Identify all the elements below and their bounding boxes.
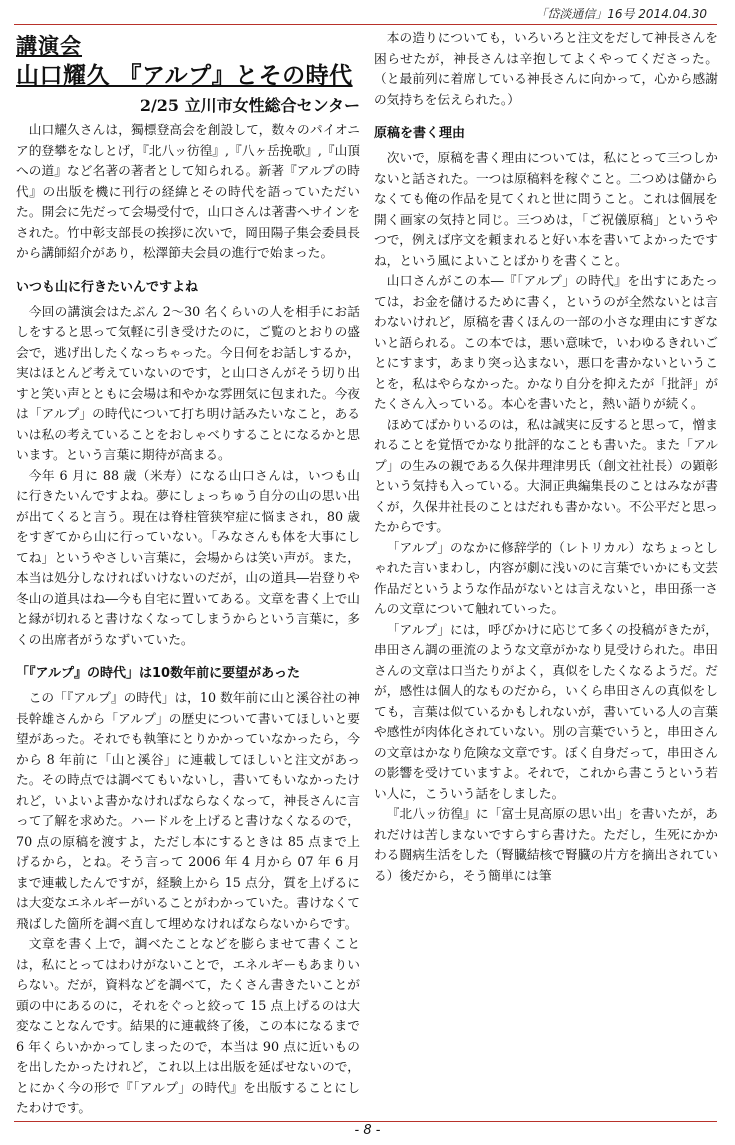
- section2-paragraph-split: 文章を書く上で，調べたことなどを膨らませて書くことは，私にとってはわけがないことで，エネルギーもあまりいらない。だが，資料などを調べて，たくさん書きたいことが頭の中にあるのに，それをぐっと絞って 15 点上げるのは大変なことなんです。結果的に連載終了後，この本になるまで 6 年くらいかかってしまったので，本当は 90 点に近いものを出したかったけれど，これ以上は出版を延ばせないので，とにかく今の形で『「アルプ」の時代』を出版することにしたわけです。: [16, 936, 360, 1115]
- intro-paragraph: 山口耀久さんは，獨標登高会を創設して，数々のパイオニア的登攀をなしとげ，『北八ッ彷徨』,『八ヶ岳挽歌』,『山頂への道』など名著の著者として知られる。新著『アルプの時代』の出版を機に刊行の経緯とその時代を語っていただいた。開会に先だって会場受付で，山口さんは著書へサインをされた。竹中彰支部長の挨拶に次いで，岡田陽子集会委員長から講師紹介があり，松澤節夫会員の進行で始まった。: [16, 122, 360, 260]
- section2-paragraph: 本の造りについても，いろいろと注文をだして神長さんを困らせたが，神長さんは辛抱してよくやってくださった。（と最前列に着席している神長さんに向かって，心から感謝の気持ちを伝えられた。）: [374, 30, 718, 107]
- newsletter-issue-date: 「岱淡通信」16号 2014.04.30: [535, 7, 707, 21]
- header-rule: [14, 24, 717, 25]
- left-column: [16, 28, 360, 1116]
- section3-paragraph: 「アルプ」のなかに修辞学的（レトリカル）なちょっとしゃれた言いまわし，内容が劇に浅いのに言葉でいかにも文芸作品だというような作品がないとは言えないと，串田孫一さんの文章について触れていった。: [374, 539, 718, 616]
- right-column: [374, 28, 718, 1116]
- section3-paragraph: 『北八ッ彷徨』に「富士見高原の思い出」を書いたが，あれだけは苦しまないですらすら書けた。ただし，生死にかかわる闘病生活をした（腎臓結核で腎臓の片方を摘出されている）後だから，そう簡単には筆: [374, 806, 718, 883]
- section-heading-3: 原稿を書く理由: [374, 126, 466, 141]
- article-category: 講演会: [16, 33, 82, 58]
- footer-rule: [14, 1121, 717, 1122]
- section1-paragraph: 今年 6 月に 88 歳（米寿）になる山口さんは，いつも山に行きたいんですよね。夢にしょっちゅう自分の山の思い出が出てくると言う。現在は脊柱管狭窄症に悩まされ，80 歳をすぎてから山に行っていない。「みなさんも体を大事にしてね」というやさしい言葉に，会場からは笑い声が。また，本当は処分しなければいけないのだが，山の道具―岩登りや冬山の道具はね―今も自宅に置いてある。文章を書く上で山と縁が切れると書けなくなってしまうからという言葉に，多くの出席者がうなずいていた。: [16, 467, 360, 647]
- section3-paragraph: 山口さんがこの本―『「アルプ」の時代』を出すにあたっては，お金を儲けるために書く，というのが全然ないとは言わないけれど，原稿を書くほんの一部の小さな理由にすぎないと語られる。この本では，悪い意味で，いわゆるきれいごとにすます，あまり突っ込まない，悪口を書かないということを，私はやらなかった。かなり自分を抑えたが「批評」がたくさん入っている。本心を書いたと，熱い語りが続く。: [374, 273, 718, 411]
- article-title: 山口耀久 『アルプ』とその時代: [16, 62, 353, 89]
- section3-paragraph: ほめてばかりいるのは，私は誠実に反すると思って，憎まれることを覚悟でかなり批評的なことも書いた。また「アルプ」の生みの親である久保井理津男氏（創文社社長）の顕彰という気持も入っている。大洞正典編集長のことはみなが書くが，久保井社長のことはだれも書かない。不公平だと思ったからです。: [374, 416, 718, 534]
- article-subtitle: 2/25 立川市女性総合センター: [139, 96, 360, 115]
- section3-paragraph: 「アルプ」には，呼びかけに応じて多くの投稿がきたが，串田さん調の亜流のような文章がかなり見受けられた。串田さんの文章は口当たりがよく，真似をしたくなるようだ。だが，感性は個人的なものだから，いくら串田さんの真似をしても，言葉は似ているかもしれないが，書いている人の言葉や感性が肉体化されていない。別の言葉でいうと，串田さんの文章はかなり危険な文章です。ぼく自身だって，串田さんの影響を受けていますよ。それで，これから書こうという若い人に，こういう話をしました。: [374, 621, 718, 801]
- page-number: - 8 -: [354, 1123, 381, 1138]
- section3-paragraph: 次いで，原稿を書く理由については，私にとって三つしかないと話された。一つは原稿料を稼ぐこと。二つめは儲からなくても俺の作品を見てくれと世に問うこと。これは個展を開く画家の気持と同じ。三つめは，「ご祝儀原稿」というやつで，例えば序文を頼まれると好い本を書いてよかったですね，という風によいことばかりを書くこと。: [374, 150, 718, 268]
- section-heading-1: いつも山に行きたいんですよね: [16, 279, 199, 295]
- section1-paragraph: 今回の講演会はたぶん 2～30 名くらいの人を相手にお話しをすると思って気軽に引き受けたのに，ご覧のとおりの盛会で，逃げ出したくなっちゃった。今日何をお話しするか，実はほとんど考えていないのです，と山口さんがそう切り出すと笑い声とともに会場は和やかな雰囲気に包まれた。今夜は「アルプ」の時代について打ち明け話みたいなこと，あるいは私の考えていることをおしゃべりすることになるかと思います。という言葉に期待が高まる。: [16, 303, 360, 462]
- section2-paragraph: この「『アルプ』の時代」は，10 数年前に山と溪谷社の神長幹雄さんから「アルプ」の歴史について書いてほしいと要望があった。それでも執筆にとりかかっていなかったら，今から 8 年前に「山と溪谷」に連載してほしいと注文があった。その時点では調べてもいないし，書いてもいなかったけれど，いよいよ書かなければならなくなって，神長さんに言って了解を求めた。ハードルを上げると書けなくなるので，70 点の原稿を渡すよ，ただし本にするときは 85 点まで上げるから，とね。そう言って 2006 年 4 月から 07 年 6 月まで連載したんですが，経験上から 15 点分，質を上げるには大変なエネルギーがいることがわかっていた。書けなくて飛ばした箇所を調べ直して埋めなければならないからです。: [16, 690, 360, 931]
- section-heading-2: 「『アルプ』の時代」は10数年前に要望があった: [16, 666, 300, 681]
